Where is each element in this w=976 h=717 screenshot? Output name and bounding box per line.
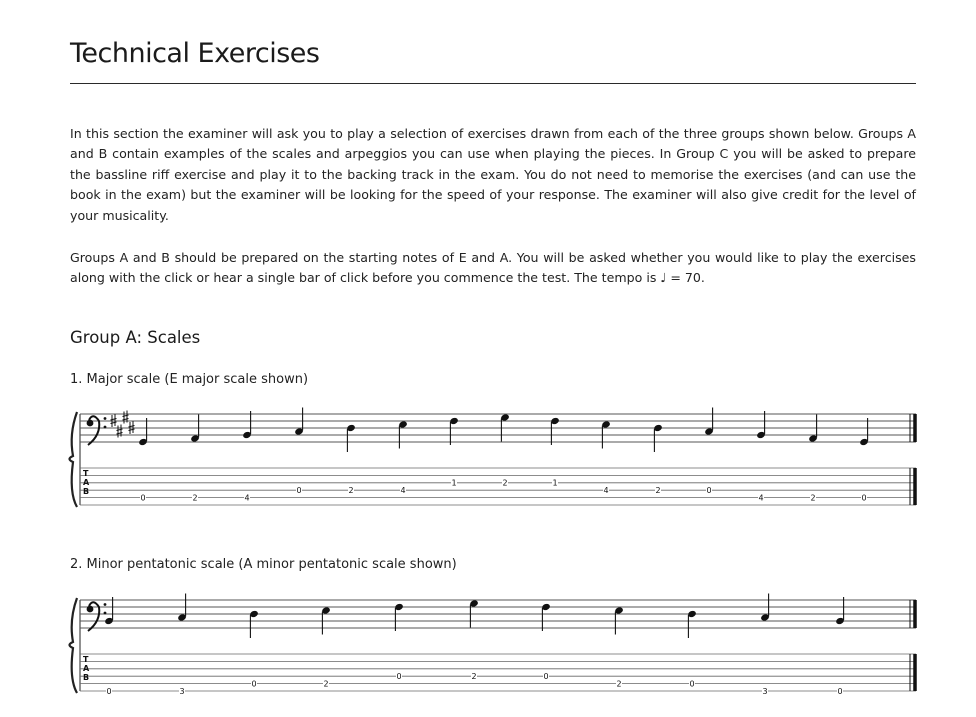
section-heading: Group A: Scales [70,328,201,347]
tab-label-letter: T [83,469,89,478]
bass-clef-dot [104,426,107,429]
tab-fret-number: 0 [706,486,712,495]
system-brace [70,598,78,693]
tab-fret-number: 2 [471,672,477,681]
tab-fret-number: 4 [758,493,764,503]
exercise-label: 2. Minor pentatonic scale (A minor pentatonic scale shown) [70,557,457,572]
bass-clef-icon [87,606,94,613]
sharp-icon [123,411,129,424]
title-rule [70,83,916,84]
groups-paragraph-text: Groups A and B should be prepared on the starting notes of E and A. You will be asked whether you would like to play the exercises along with the click or hear a single bar of click before you commence the test. The tempo is [70,250,916,286]
sharp-icon [117,425,123,438]
tab-fret-number: 0 [396,672,402,681]
tab-fret-number: 2 [348,486,354,495]
system-brace [70,412,78,507]
tab-fret-number: 2 [192,493,198,503]
bass-clef-dot [104,603,107,606]
tab-fret-number: 4 [244,493,250,503]
tab-fret-number: 2 [616,679,622,689]
tab-fret-number: 4 [400,486,406,495]
bass-clef-icon [87,420,94,427]
tab-fret-number: 0 [296,486,302,495]
intro-paragraph: In this section the examiner will ask you to play a selection of exercises drawn from each of the three groups shown below. Groups A and B contain examples of the scales and arpeggios you can use when playing the pieces. In Group C you will be asked to prepare the bassline riff exercise and play it to the backing track in the exam. You do not need to memorise the exercises (and can use the book in the exam) but the examiner will be looking for the speed of your response. The examiner will also give credit for the level of your musicality. [70,126,916,223]
tab-fret-number: 0 [251,679,257,689]
tab-fret-number: 1 [451,478,457,488]
staff-system-minor-pentatonic [64,590,924,702]
tab-label-letter: T [83,655,89,664]
sharp-icon [129,421,135,434]
tab-fret-number: 0 [543,672,549,681]
tab-fret-number: 1 [552,478,558,488]
bass-clef-dot [104,612,107,615]
tab-fret-number: 4 [603,486,609,495]
bass-clef-dot [104,417,107,420]
tab-fret-number: 3 [179,686,185,696]
tempo-value: = 70. [666,270,705,286]
tab-label-letter: B [83,487,90,496]
tab-fret-number: 0 [861,493,867,503]
staff-system-major-scale [64,404,924,516]
tab-fret-number: 2 [323,679,329,689]
tab-fret-number: 2 [655,486,661,495]
quarter-note-icon: ♩ [660,270,667,286]
tab-fret-number: 3 [762,686,768,696]
tab-fret-number: 0 [106,686,112,696]
tab-label-letter: A [83,478,90,487]
tab-fret-number: 0 [140,493,146,503]
tab-label-letter: A [83,664,90,673]
tab-label-letter: B [83,673,90,682]
page-title: Technical Exercises [70,38,320,69]
tab-fret-number: 2 [810,493,816,503]
groups-paragraph [70,248,916,289]
tab-fret-number: 2 [502,478,508,488]
tab-fret-number: 0 [837,686,843,696]
exercise-label: 1. Major scale (E major scale shown) [70,372,309,387]
sharp-icon [111,414,117,427]
tab-fret-number: 0 [689,679,695,689]
